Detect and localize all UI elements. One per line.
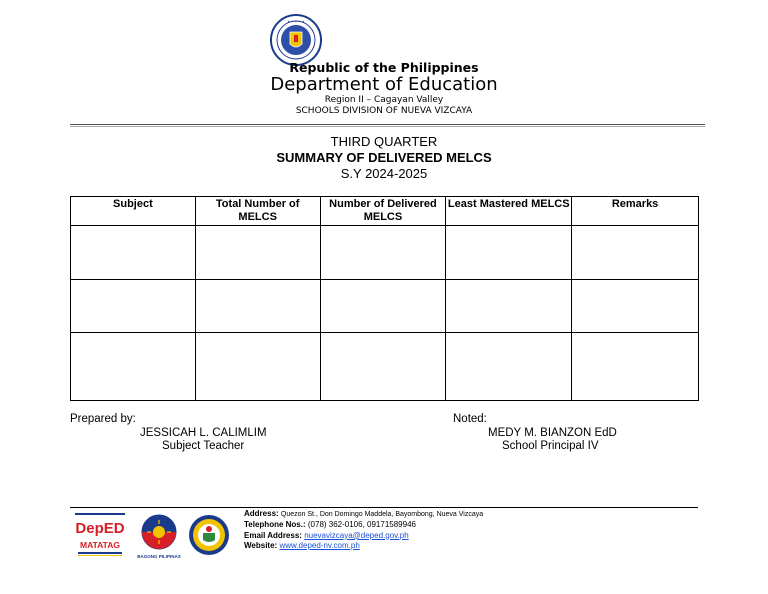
table-cell[interactable] [195,226,320,280]
table-cell[interactable] [320,226,446,280]
melcs-table [70,196,699,401]
table-cell[interactable] [572,226,699,280]
summary-title: SUMMARY OF DELIVERED MELCS [276,150,492,165]
table-header-row [71,197,699,226]
col-header-total: Total Number of MELCS [195,197,320,226]
footer-divider [70,507,698,508]
preparer-name: JESSICAH L. CALIMLIM [140,427,267,439]
table-cell[interactable] [71,333,196,401]
noter-name: MEDY M. BIANZON EdD [488,427,617,439]
header-divider [70,124,705,125]
school-year: S.Y 2024-2025 [340,166,428,181]
email-link[interactable]: nuevavizcaya@deped.gov.ph [304,530,409,540]
deped-wordmark: DepED [75,520,125,537]
email-line: Email Address: nuevavizcaya@deped.gov.ph [244,530,409,540]
header-divider-secondary [70,126,705,127]
footer-contact-block [244,509,483,551]
table-cell[interactable] [71,280,196,333]
telephone-line: Telephone Nos.: (078) 362-0106, 09171589946 [244,520,416,530]
table-cell[interactable] [446,226,572,280]
table-cell[interactable] [195,333,320,401]
col-header-least-mastered: Least Mastered MELCS [446,197,572,226]
table-cell[interactable] [71,226,196,280]
col-header-delivered: Number of Delivered MELCS [320,197,446,226]
deped-seal-logo [270,14,322,66]
department-heading: Department of Education [270,74,498,95]
table-cell[interactable] [446,333,572,401]
table-cell[interactable] [320,280,446,333]
website-link[interactable]: www.deped-nv.com.ph [279,540,360,550]
col-header-subject: Subject [71,197,196,226]
region-heading: Region II – Cagayan Valley [324,95,444,105]
website-line: Website: www.deped-nv.com.ph [244,540,360,550]
noter-role: School Principal IV [502,440,599,452]
telephone-value: (078) 362-0106, 09171589946 [307,520,416,530]
table-row [71,333,699,401]
bagong-pilipinas-wordmark: BAGONG PILIPINAS [137,554,181,559]
table-cell[interactable] [572,280,699,333]
noted-label: Noted: [453,413,487,425]
deped-matatag-logo [72,512,128,560]
table-cell[interactable] [446,280,572,333]
col-header-remarks: Remarks [572,197,699,226]
division-heading: SCHOOLS DIVISION OF NUEVA VIZCAYA [295,106,473,116]
quarter-title: THIRD QUARTER [330,134,438,149]
table-row [71,226,699,280]
table-cell[interactable] [320,333,446,401]
table-row [71,280,699,333]
preparer-role: Subject Teacher [162,440,245,452]
svg-text:• • • • •: • • • • • [287,19,305,24]
bagong-pilipinas-logo [134,510,184,560]
address-value: Quezon St., Don Domingo Maddela, Bayombong, Nueva Vizcaya [280,511,484,518]
republic-heading: Republic of the Philippines [289,60,479,75]
prepared-by-label: Prepared by: [70,413,136,425]
table-cell[interactable] [572,333,699,401]
matatag-wordmark: MATATAG [80,540,120,550]
sdo-nueva-vizcaya-seal [188,509,230,561]
address-line: Address: Quezon St., Don Domingo Maddela, Bayombong, Nueva Vizcaya [244,509,484,518]
table-cell[interactable] [195,280,320,333]
